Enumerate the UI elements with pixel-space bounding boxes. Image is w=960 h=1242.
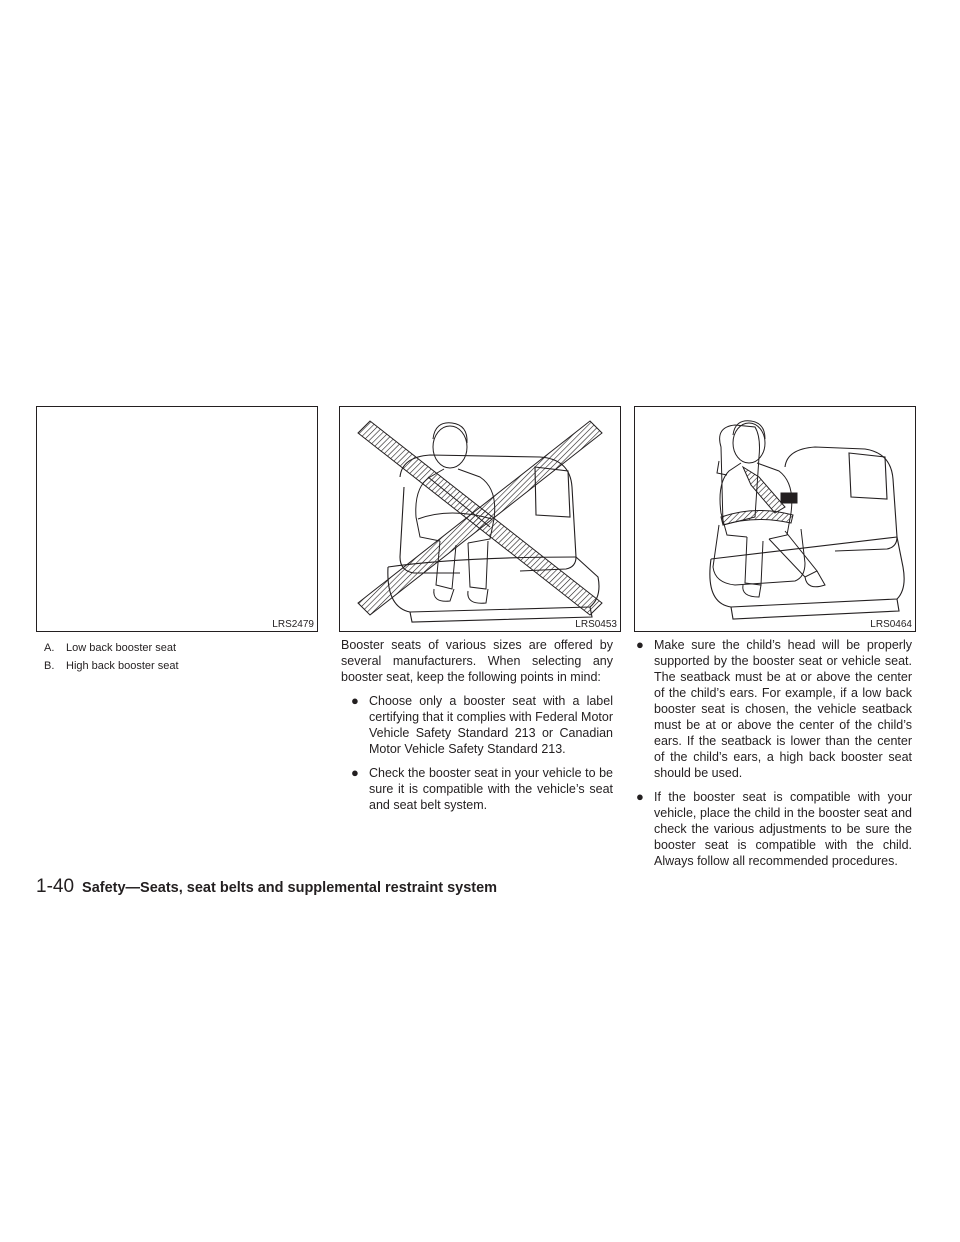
bullet-item [351, 765, 613, 813]
bullet-icon: ● [636, 637, 644, 652]
bullet-text: If the booster seat is compatible with your vehicle, place the child in the booster seat and check the various adjustments to be sure the booster seat is compatible with the child. Always follow all recommended procedures. [654, 790, 912, 868]
bullet-text: Check the booster seat in your vehicle to be sure it is compatible with the vehicle’s seat and seat belt system. [369, 766, 613, 812]
page-footer [36, 876, 497, 898]
vehicle-seat [710, 447, 904, 619]
bullet-icon: ● [351, 765, 359, 780]
seat-illustration-incorrect [340, 407, 620, 631]
legend-text: High back booster seat [66, 660, 179, 672]
booster-seat [713, 425, 805, 585]
bullet-icon: ● [351, 693, 359, 708]
figure-correct-seat-belt [634, 406, 916, 632]
seat-illustration-correct [635, 407, 915, 631]
figure-incorrect-seat-belt [339, 406, 621, 632]
legend-item [44, 657, 179, 675]
bullet-item [351, 693, 613, 757]
section-title: Safety—Seats, seat belts and supplemental restraint system [82, 880, 498, 896]
text-column-2 [341, 637, 613, 813]
bullet-item [636, 789, 912, 869]
legend-letter: B. [44, 660, 55, 672]
legend-text: Low back booster seat [66, 642, 177, 654]
bullet-item [636, 637, 912, 781]
intro-paragraph: Booster seats of various sizes are offered by several manufacturers. When selecting any booster seat, keep the following points in mind: [341, 638, 613, 684]
figure-code: LRS0464 [870, 619, 912, 630]
bullet-text: Make sure the child’s head will be properly supported by the booster seat or vehicle seat. The seatback must be at or above the center of the child’s ears. For example, if a low back booster seat is chosen, the vehicle seatback must be at or above the center of the child’s ears. If the seatback is lower than the center of the child’s ears, a high back booster seat should be used. [654, 638, 912, 780]
bullet-text: Choose only a booster seat with a label certifying that it complies with Federal Motor Vehicle Safety Standard 213 or Canadian Motor Vehicle Safety Standard 213. [369, 694, 613, 756]
figure-code: LRS2479 [272, 619, 314, 630]
text-column-3 [636, 637, 912, 869]
figure-legend [44, 639, 179, 675]
page-number: 1-40 [36, 876, 75, 897]
crossed-out-mark [358, 421, 602, 615]
bullet-icon: ● [636, 789, 644, 804]
figure-code: LRS0453 [575, 619, 617, 630]
legend-letter: A. [44, 642, 55, 654]
legend-item [44, 639, 179, 657]
figure-booster-seat-types [36, 406, 318, 632]
